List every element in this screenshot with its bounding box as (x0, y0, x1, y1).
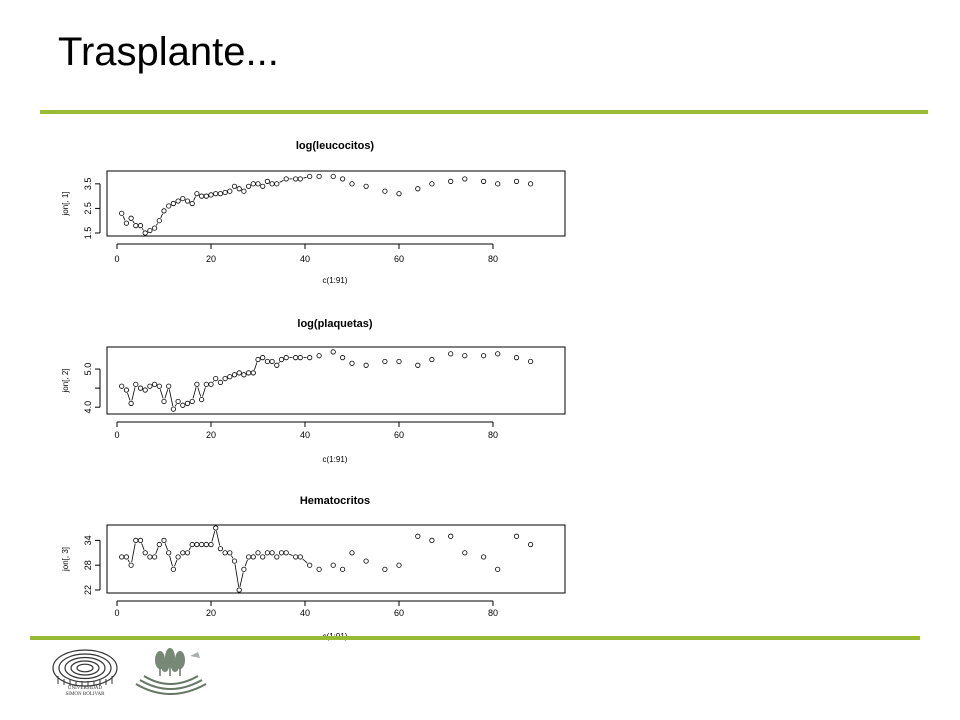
data-point (279, 551, 283, 555)
x-tick-label: 40 (299, 430, 311, 440)
data-point (331, 174, 335, 178)
data-point (237, 371, 241, 375)
data-point (331, 350, 335, 354)
data-point (340, 355, 344, 359)
plot-frame (107, 525, 565, 593)
x-tick-label: 0 (114, 254, 120, 264)
data-point (209, 542, 213, 546)
y-tick-label: 22 (83, 584, 93, 596)
data-point (364, 184, 368, 188)
data-point (162, 209, 166, 213)
data-point (124, 388, 128, 392)
footer-divider (30, 636, 920, 640)
data-point (279, 357, 283, 361)
y-tick-label: 1.5 (83, 226, 93, 240)
data-point (430, 538, 434, 542)
data-point (496, 182, 500, 186)
data-point (228, 374, 232, 378)
data-point (199, 542, 203, 546)
data-point (157, 384, 161, 388)
x-axis-label: c(1:91) (322, 276, 348, 285)
data-point (256, 357, 260, 361)
data-point (430, 182, 434, 186)
x-tick-label: 20 (205, 430, 217, 440)
y-tick-label: 34 (83, 535, 93, 546)
data-point (340, 567, 344, 571)
data-point (134, 382, 138, 386)
data-point (251, 182, 255, 186)
data-point (185, 551, 189, 555)
data-point (317, 354, 321, 358)
data-point (171, 201, 175, 205)
data-point (256, 182, 260, 186)
data-point (416, 363, 420, 367)
x-tick-label: 80 (487, 430, 499, 440)
data-point (528, 359, 532, 363)
data-point (162, 538, 166, 542)
data-point (397, 191, 401, 195)
data-point (152, 226, 156, 230)
data-point (265, 359, 269, 363)
data-point (228, 551, 232, 555)
data-point (463, 354, 467, 358)
data-point (204, 542, 208, 546)
data-point (251, 371, 255, 375)
y-axis-label: jon[, 2] (61, 368, 70, 393)
data-point (261, 355, 265, 359)
data-point (171, 567, 175, 571)
data-point (284, 355, 288, 359)
data-point (185, 401, 189, 405)
data-point (284, 551, 288, 555)
data-point (167, 384, 171, 388)
data-point (275, 182, 279, 186)
y-tick-label: 28 (83, 560, 93, 571)
logo-text-line: SIMON BOLIVAR (65, 692, 105, 697)
data-point (293, 555, 297, 559)
data-point (481, 555, 485, 559)
data-point (223, 551, 227, 555)
chart-title: log(plaquetas) (297, 318, 373, 330)
data-point (256, 551, 260, 555)
data-point (397, 359, 401, 363)
data-point (124, 221, 128, 225)
data-point (364, 559, 368, 563)
data-point (124, 555, 128, 559)
data-point (157, 219, 161, 223)
data-point (449, 352, 453, 356)
data-point (199, 397, 203, 401)
data-point (138, 223, 142, 227)
data-point (162, 399, 166, 403)
data-point (138, 386, 142, 390)
data-point (317, 567, 321, 571)
data-point (481, 179, 485, 183)
data-point (190, 542, 194, 546)
data-point (308, 174, 312, 178)
data-point (416, 187, 420, 191)
data-point (317, 174, 321, 178)
data-point (143, 231, 147, 235)
data-point (364, 363, 368, 367)
data-point (350, 551, 354, 555)
data-point (195, 191, 199, 195)
data-point (270, 359, 274, 363)
data-point (232, 184, 236, 188)
data-point (463, 551, 467, 555)
data-point (148, 555, 152, 559)
data-point (246, 371, 250, 375)
data-point (134, 223, 138, 227)
data-point (214, 526, 218, 530)
data-point (129, 216, 133, 220)
data-point (275, 555, 279, 559)
data-point (242, 567, 246, 571)
data-point (331, 563, 335, 567)
data-point (232, 559, 236, 563)
data-point (237, 187, 241, 191)
data-point (265, 179, 269, 183)
data-point (171, 407, 175, 411)
y-axis-label: jon[, 1] (61, 191, 70, 216)
y-tick-label: 2.5 (83, 202, 93, 215)
x-tick-label: 60 (393, 430, 405, 440)
data-point (308, 563, 312, 567)
data-point (223, 190, 227, 194)
data-point (120, 211, 124, 215)
data-point (209, 382, 213, 386)
data-point (129, 563, 133, 567)
data-point (204, 194, 208, 198)
data-point (242, 189, 246, 193)
data-point (496, 352, 500, 356)
data-point (383, 567, 387, 571)
data-point (514, 179, 518, 183)
data-point (340, 177, 344, 181)
x-tick-label: 20 (205, 254, 217, 264)
data-point (350, 361, 354, 365)
data-point (528, 542, 532, 546)
data-point (181, 551, 185, 555)
data-point (167, 204, 171, 208)
data-point (293, 177, 297, 181)
x-tick-label: 60 (393, 608, 405, 618)
data-point (514, 355, 518, 359)
data-point (430, 357, 434, 361)
data-point (199, 194, 203, 198)
x-tick-label: 60 (393, 254, 405, 264)
data-point (218, 546, 222, 550)
data-point (514, 534, 518, 538)
data-point (129, 401, 133, 405)
data-point (308, 355, 312, 359)
data-point (195, 542, 199, 546)
y-tick-label: 4.0 (83, 400, 93, 414)
x-tick-label: 0 (114, 430, 120, 440)
data-point (185, 199, 189, 203)
data-point (251, 555, 255, 559)
series-line (123, 177, 307, 230)
data-point (167, 551, 171, 555)
data-point (481, 354, 485, 358)
data-point (138, 538, 142, 542)
data-point (232, 373, 236, 377)
x-tick-label: 40 (299, 254, 311, 264)
x-tick-label: 80 (487, 608, 499, 618)
x-tick-label: 0 (114, 608, 120, 618)
y-tick-label: 3.5 (83, 177, 93, 191)
data-point (449, 534, 453, 538)
data-point (261, 184, 265, 188)
data-point (209, 193, 213, 197)
data-point (181, 196, 185, 200)
data-point (143, 551, 147, 555)
data-point (416, 534, 420, 538)
data-point (223, 376, 227, 380)
slide-title: Trasplante... (58, 30, 279, 74)
trees-emblem-icon (130, 646, 210, 704)
data-point (176, 555, 180, 559)
data-point (143, 388, 147, 392)
y-axis-label: jon[, 3] (61, 546, 70, 572)
data-point (176, 199, 180, 203)
data-point (265, 551, 269, 555)
data-point (218, 191, 222, 195)
data-point (496, 567, 500, 571)
x-tick-label: 20 (205, 608, 217, 618)
data-point (383, 189, 387, 193)
data-point (190, 201, 194, 205)
data-point (528, 182, 532, 186)
university-logo-text (44, 686, 126, 698)
data-point (261, 555, 265, 559)
data-point (120, 384, 124, 388)
data-point (181, 403, 185, 407)
x-tick-label: 40 (299, 608, 311, 618)
data-point (449, 179, 453, 183)
data-point (275, 363, 279, 367)
data-point (298, 177, 302, 181)
data-point (152, 555, 156, 559)
x-tick-label: 80 (487, 254, 499, 264)
data-point (270, 182, 274, 186)
data-point (134, 538, 138, 542)
data-point (298, 555, 302, 559)
data-point (298, 355, 302, 359)
data-point (218, 380, 222, 384)
data-point (228, 189, 232, 193)
data-point (350, 182, 354, 186)
data-point (176, 399, 180, 403)
data-point (242, 373, 246, 377)
data-point (237, 588, 241, 592)
data-point (214, 191, 218, 195)
data-point (383, 359, 387, 363)
data-point (204, 382, 208, 386)
data-point (120, 555, 124, 559)
data-point (190, 399, 194, 403)
chart-title: Hematocritos (299, 495, 371, 507)
data-point (246, 555, 250, 559)
data-point (195, 382, 199, 386)
data-point (270, 551, 274, 555)
logo-text-line: UNIVERSIDAD (67, 686, 103, 691)
data-point (148, 228, 152, 232)
data-point (293, 355, 297, 359)
data-point (152, 382, 156, 386)
x-axis-label: c(1:91) (322, 455, 348, 464)
data-point (284, 177, 288, 181)
y-tick-label: 5.0 (83, 362, 93, 376)
data-point (157, 542, 161, 546)
chart-title: log(leucocitos) (295, 140, 375, 152)
plot-frame (107, 347, 565, 414)
data-point (397, 563, 401, 567)
data-point (463, 177, 467, 181)
data-point (246, 184, 250, 188)
data-point (148, 384, 152, 388)
data-point (214, 376, 218, 380)
